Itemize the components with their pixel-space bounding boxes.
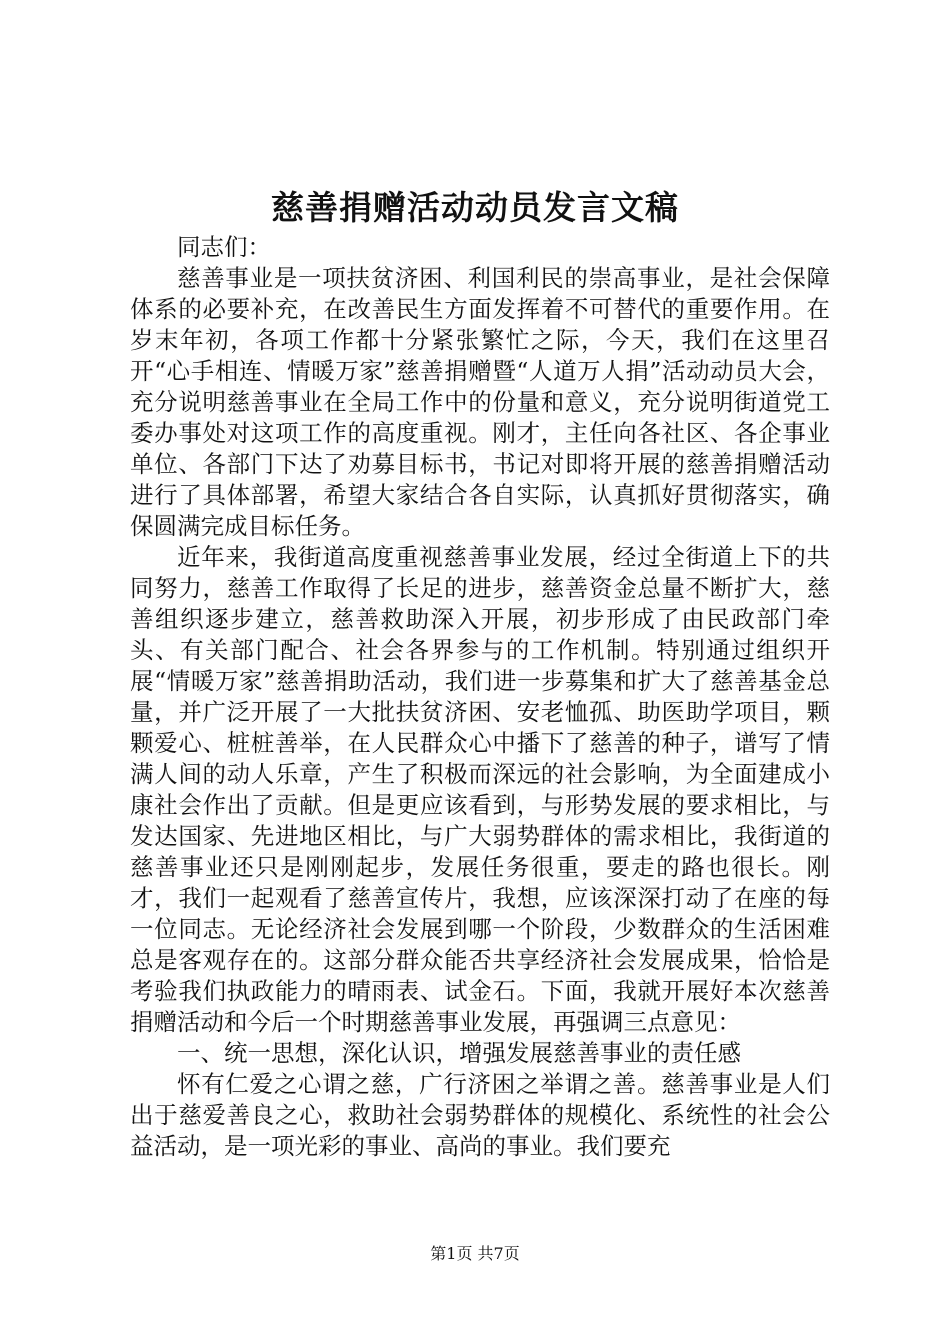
document-title: 慈善捐赠活动动员发言文稿 xyxy=(271,188,679,227)
paragraph-intro: 慈善事业是一项扶贫济困、利国利民的崇高事业，是社会保障体系的必要补充，在改善民生方面发挥着不可替代的重要作用。在岁末年初，各项工作都十分紧张繁忙之际，今天，我们在这里召开“心手相连、情暖万家”慈善捐赠暨“人道万人捐”活动动员大会，充分说明慈善事业在全局工作中的份量和意义，充分说明街道党工委办事处对这项工作的高度重视。刚才，主任向各社区、各企事业单位、各部门下达了劝募目标书，书记对即将开展的慈善捐赠活动进行了具体部署，希望大家结合各自实际，认真抓好贯彻落实，确保圆满完成目标任务。 xyxy=(130,264,830,540)
section-heading: 一、统一思想，深化认识，增强发展慈善事业的责任感 xyxy=(177,1039,741,1067)
salutation: 同志们： xyxy=(177,233,271,261)
paragraph-background: 近年来，我街道高度重视慈善事业发展，经过全街道上下的共同努力，慈善工作取得了长足的进步，慈善资金总量不断扩大，慈善组织逐步建立，慈善救助深入开展，初步形成了由民政部门牵头、有关部门配合、社会各界参与的工作机制。特别通过组织开展“情暖万家”慈善捐助活动，我们进一步募集和扩大了慈善基金总量，并广泛开展了一大批扶贫济困、安老恤孤、助医助学项目，颗颗爱心、桩桩善举，在人民群众心中播下了慈善的种子，谱写了情满人间的动人乐章，产生了积极而深远的社会影响，为全面建成小康社会作出了贡献。但是更应该看到，与形势发展的要求相比，与发达国家、先进地区相比，与广大弱势群体的需求相比，我街道的慈善事业还只是刚刚起步，发展任务很重，要走的路也很长。刚才，我们一起观看了慈善宣传片，我想，应该深深打动了在座的每一位同志。无论经济社会发展到哪一个阶段，少数群众的生活困难总是客观存在的。这部分群众能否共享经济社会发展成果，恰恰是考验我们执政能力的晴雨表、试金石。下面，我就开展好本次慈善捐赠活动和今后一个时期慈善事业发展，再强调三点意见： xyxy=(130,543,830,1036)
paragraph-section-one: 怀有仁爱之心谓之慈，广行济困之举谓之善。慈善事业是人们出于慈爱善良之心，救助社会弱势群体的规模化、系统性的社会公益活动，是一项光彩的事业、高尚的事业。我们要充 xyxy=(130,1070,830,1160)
document-body xyxy=(130,232,830,1162)
page-number: 第1页 共7页 xyxy=(430,1244,520,1263)
